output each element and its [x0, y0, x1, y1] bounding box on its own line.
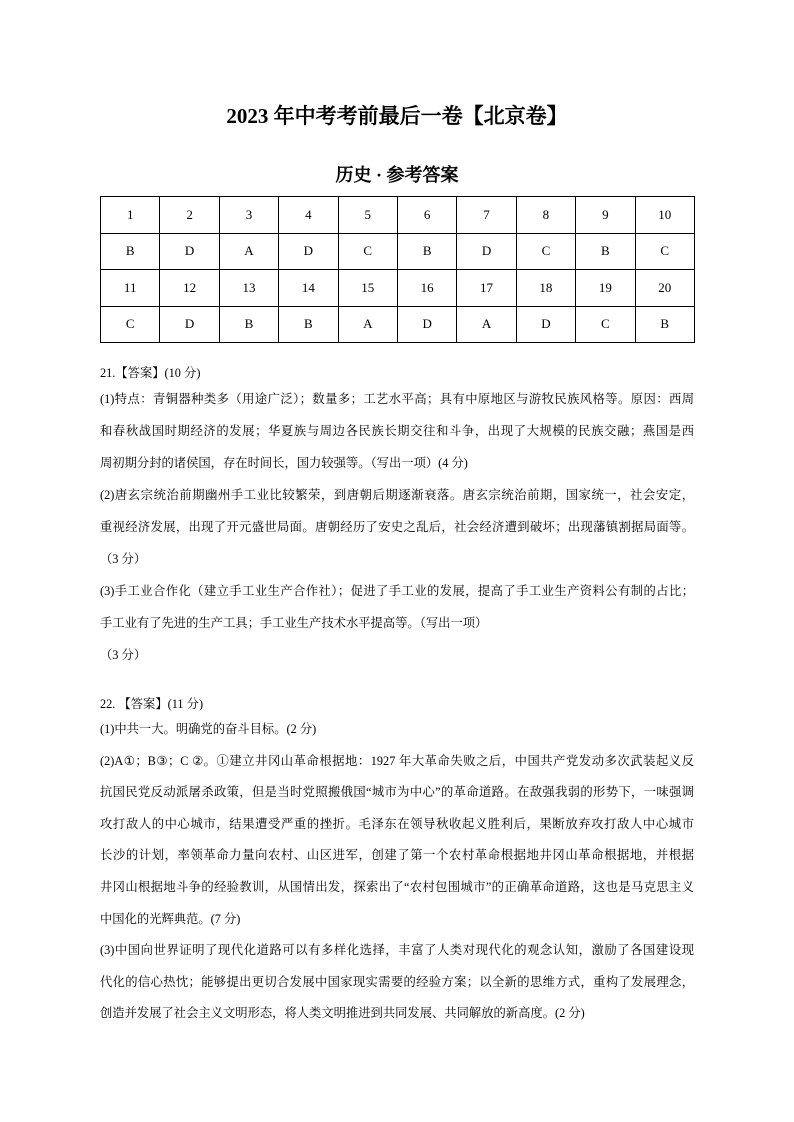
answer-cell: C: [516, 233, 575, 270]
question-22-part-3: [100, 935, 694, 1030]
answer-cell: C: [635, 233, 694, 270]
question-22-part-2: [100, 746, 694, 936]
question-number-cell: 17: [457, 270, 516, 307]
question-22-answer: [100, 694, 694, 1030]
answer-line: 重视经济发展，出现了开元盛世局面。唐朝经历了安史之乱后，社会经济遭到破坏；出现藩镇割据局面等。: [100, 520, 694, 534]
question-22-heading: 22. 【答案】(11 分): [100, 697, 204, 711]
answer-line: (1)中共一大。明确党的奋斗目标。(2 分): [100, 722, 317, 736]
question-22-part-1: [100, 714, 694, 746]
question-number-cell: 5: [338, 197, 397, 234]
answer-line: 中国化的光辉典范。(7 分): [100, 911, 241, 926]
answer-cell: D: [160, 233, 219, 270]
question-number-cell: 11: [101, 270, 160, 307]
answer-cell: A: [457, 306, 516, 343]
question-number-cell: 4: [279, 197, 338, 234]
answer-line: 长沙的计划，率领革命力量向农村、山区进军，创建了第一个农村革命根据地井冈山革命根据地，并根据: [100, 848, 694, 863]
table-row: [101, 197, 695, 234]
question-number-cell: 12: [160, 270, 219, 307]
answer-line: (2)唐玄宗统治前期幽州手工业比较繁荣，到唐朝后期逐渐衰落。唐玄宗统治前期，国家统一，社会安定，: [100, 488, 694, 502]
question-number-cell: 10: [635, 197, 694, 234]
document-title: 2023 年中考考前最后一卷【北京卷】: [226, 104, 568, 128]
question-number-cell: 19: [576, 270, 635, 307]
question-number-cell: 20: [635, 270, 694, 307]
answer-line: 周初期分封的诸侯国，存在时间长，国力较强等。（写出一项）(4 分): [100, 456, 468, 470]
answer-cell: D: [516, 306, 575, 343]
answer-cell: B: [397, 233, 456, 270]
question-number-cell: 8: [516, 197, 575, 234]
question-21-heading: 21.【答案】(10 分): [100, 366, 201, 380]
answer-cell: C: [338, 233, 397, 270]
question-number-cell: 16: [397, 270, 456, 307]
question-number-cell: 14: [279, 270, 338, 307]
question-21-part-1: [100, 383, 694, 479]
question-21-part-3: [100, 575, 694, 671]
answer-cell: A: [219, 233, 278, 270]
answer-cell: B: [101, 233, 160, 270]
document-subtitle: 历史 · 参考答案: [335, 165, 459, 185]
question-number-cell: 9: [576, 197, 635, 234]
question-number-cell: 7: [457, 197, 516, 234]
question-number-cell: 3: [219, 197, 278, 234]
answer-cell: D: [397, 306, 456, 343]
question-number-cell: 1: [101, 197, 160, 234]
score-line: （3 分）: [100, 648, 147, 662]
answer-line: 井冈山根据地斗争的经验教训，从国情出发，探索出了“农村包围城市”的正确革命道路，这也是马克思主义: [100, 879, 694, 894]
answer-line: 手工业有了先进的生产工具；手工业生产技术水平提高等。（写出一项）: [100, 616, 488, 630]
answer-cell: B: [635, 306, 694, 343]
answer-cell: A: [338, 306, 397, 343]
multiple-choice-answer-table: [100, 196, 695, 343]
answer-cell: D: [279, 233, 338, 270]
table-row: [101, 233, 695, 270]
answer-line: (3)中国向世界证明了现代化道路可以有多样化选择，丰富了人类对现代化的观念认知，激励了各国建设现: [100, 943, 694, 958]
table-row: [101, 270, 695, 307]
question-number-cell: 13: [219, 270, 278, 307]
answer-cell: B: [279, 306, 338, 343]
answer-cell: C: [576, 306, 635, 343]
question-21-part-2: [100, 479, 694, 575]
question-21-answer: [100, 363, 694, 671]
answer-line: (1)特点：青铜器种类多（用途广泛）；数量多；工艺水平高；具有中原地区与游牧民族风格等。原因：西周: [100, 392, 694, 406]
answer-line: 创造并发展了社会主义文明形态，将人类文明推进到共同发展、共同解放的新高度。(2 分): [100, 1006, 585, 1021]
score-line: （3 分）: [100, 552, 147, 566]
answer-line: (2)A①；B③；C ②。①建立井冈山革命根据地：1927 年大革命失败之后，中国共产党发动多次武装起义反: [100, 753, 694, 768]
question-number-cell: 6: [397, 197, 456, 234]
answer-line: 抗国民党反动派屠杀政策，但是当时党照搬俄国“城市为中心”的革命道路。在敌强我弱的形势下，一味强调: [100, 785, 694, 800]
question-number-cell: 15: [338, 270, 397, 307]
answer-cell: B: [219, 306, 278, 343]
answer-line: 代化的信心热忱；能够提出更切合发展中国家现实需要的经验方案；以全新的思维方式，重构了发展理念，: [100, 974, 694, 989]
answer-line: 攻打敌人的中心城市，结果遭受严重的挫折。毛泽东在领导秋收起义胜利后，果断放弃攻打敌人中心城市: [100, 816, 694, 831]
table-row: [101, 306, 695, 343]
question-number-cell: 2: [160, 197, 219, 234]
answer-cell: D: [457, 233, 516, 270]
answer-line: (3)手工业合作化（建立手工业生产合作社）；促进了手工业的发展，提高了手工业生产资料公有制的占比；: [100, 584, 694, 598]
answer-cell: B: [576, 233, 635, 270]
question-number-cell: 18: [516, 270, 575, 307]
answer-line: 和春秋战国时期经济的发展；华夏族与周边各民族长期交往和斗争，出现了大规模的民族交融；燕国是西: [100, 424, 694, 438]
answer-cell: D: [160, 306, 219, 343]
answer-cell: C: [101, 306, 160, 343]
